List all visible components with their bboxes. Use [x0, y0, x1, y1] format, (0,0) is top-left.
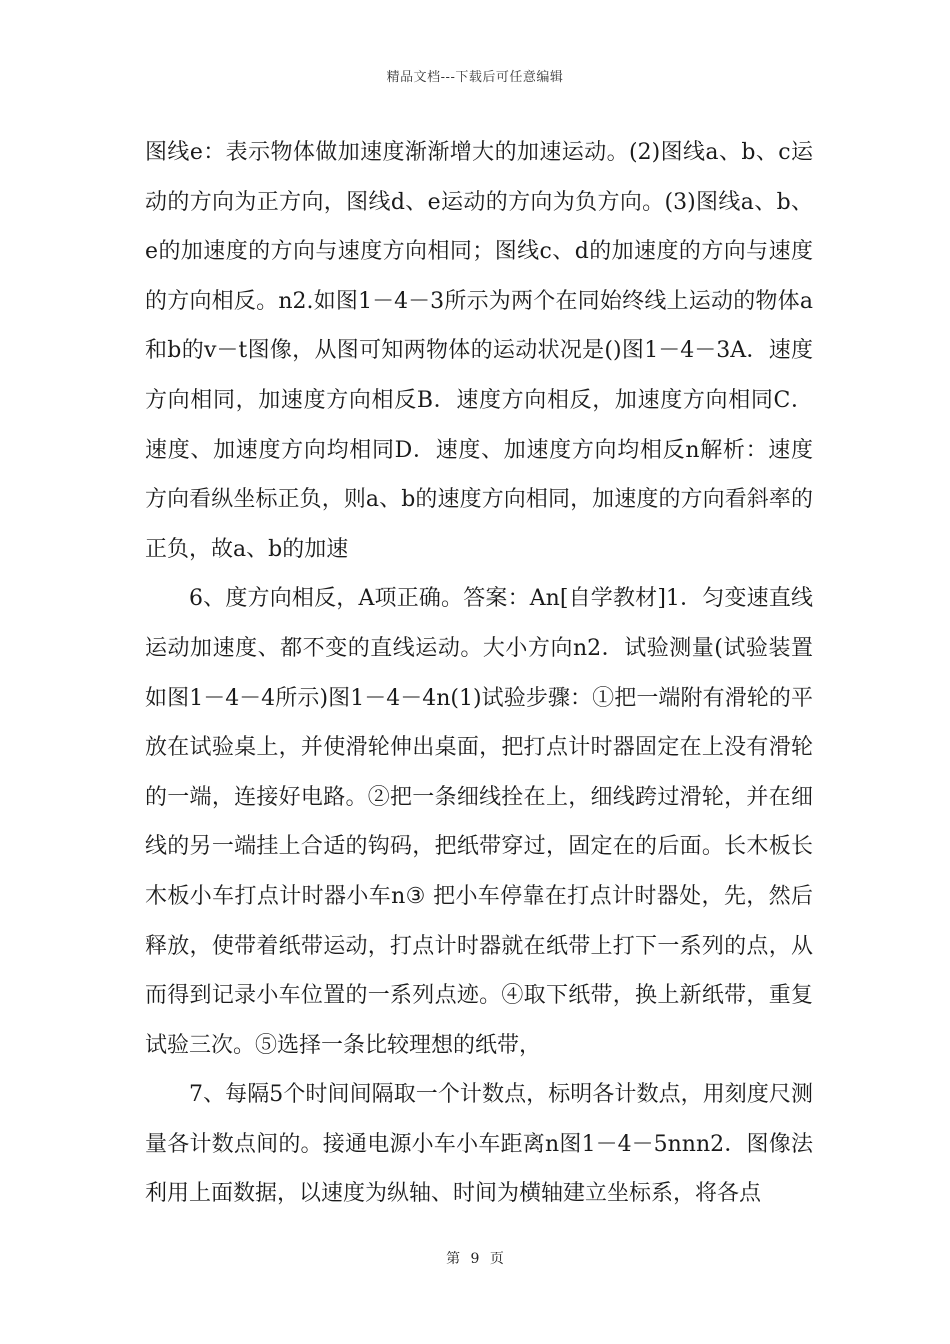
page-number-prefix: 第	[446, 1251, 461, 1267]
page-footer	[0, 1248, 950, 1268]
page-header: 精品文档---下载后可任意编辑	[386, 70, 564, 85]
page-number: 9	[470, 1251, 480, 1267]
document-body	[145, 128, 813, 1219]
paragraph-3: 7、每隔5个时间间隔取一个计数点，标明各计数点，用刻度尺测量各计数点间的。接通电源小车小车距离n图1－4－5nnn2．图像法利用上面数据，以速度为纵轴、时间为横轴建立坐标系，将各点	[145, 1082, 813, 1207]
paragraph-2: 6、度方向相反，A项正确。答案：An[自学教材]1．匀变速直线运动加速度、都不变的直线运动。大小方向n2．试验测量(试验装置如图1－4－4所示)图1－4－4n(1)试验步骤：①把一端附有滑轮的平放在试验桌上，并使滑轮伸出桌面，把打点计时器固定在上没有滑轮的一端，连接好电路。②把一条细线拴在上，细线跨过滑轮，并在细线的另一端挂上合适的钩码，把纸带穿过，固定在的后面。长木板长木板小车打点计时器小车n③ 把小车停靠在打点计时器处，先，然后释放，使带着纸带运动，打点计时器就在纸带上打下一系列的点，从而得到记录小车位置的一系列点迹。④取下纸带，换上新纸带，重复试验三次。⑤选择一条比较理想的纸带，	[145, 586, 813, 1058]
paragraph-1: 图线e：表示物体做加速度渐渐增大的加速运动。(2)图线a、b、c运动的方向为正方向，图线d、e运动的方向为负方向。(3)图线a、b、e的加速度的方向与速度方向相同；图线c、d的加速度的方向与速度的方向相反。n2.如图1－4－3所示为两个在同始终线上运动的物体a和b的v－t图像，从图可知两物体的运动状况是()图1－4－3A．速度方向相同，加速度方向相反B．速度方向相反，加速度方向相同C．速度、加速度方向均相同D．速度、加速度方向均相反n解析：速度方向看纵坐标正负，则a、b的速度方向相同，加速度的方向看斜率的正负，故a、b的加速	[145, 140, 813, 562]
page-number-suffix: 页	[489, 1251, 504, 1267]
